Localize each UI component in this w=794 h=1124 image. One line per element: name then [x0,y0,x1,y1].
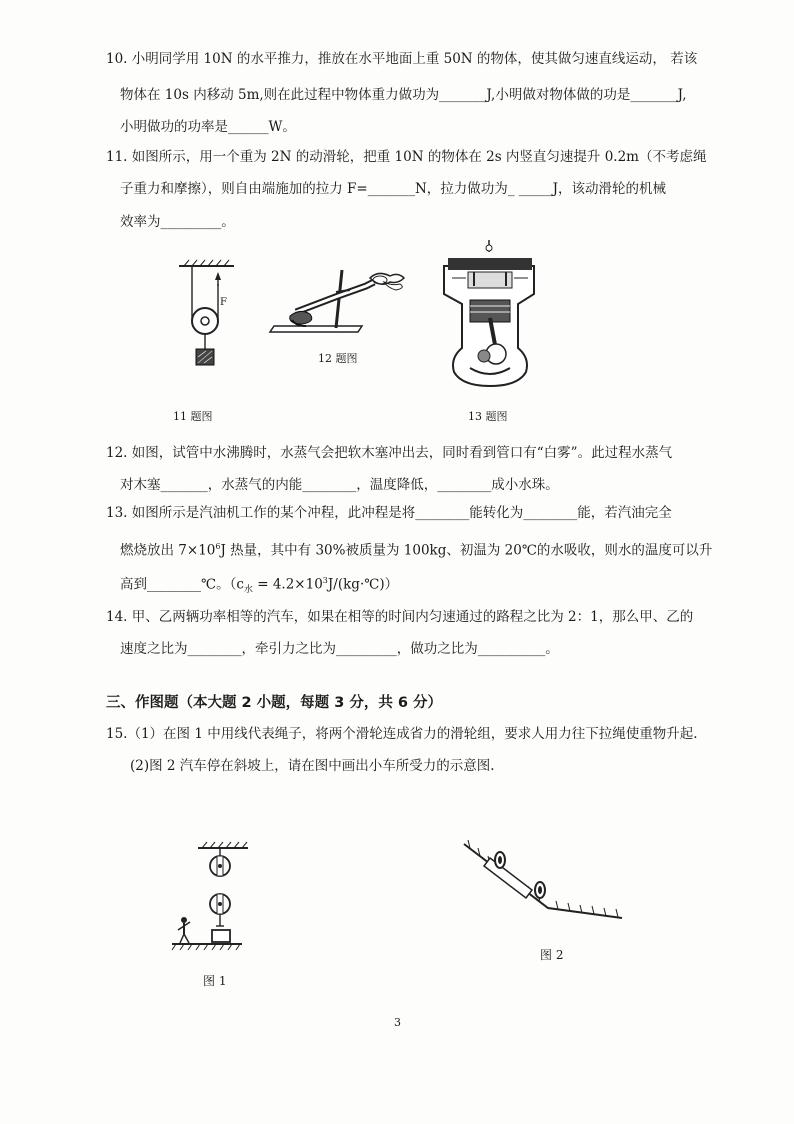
fig13-caption: 13 题图 [468,410,508,423]
figure-12-test-tube [266,262,416,342]
q13-line1: 13. 如图所示是汽油机工作的某个冲程，此冲程是将________能转化为________能，若汽油完全 [106,505,672,521]
fig11-caption: 11 题图 [173,410,213,423]
q13-line3-c: J/(kg·℃)） [327,576,399,593]
q10-line1: 10. 小明同学用 10N 的水平推力，推放在水平地面上重 50N 的物体，使其做匀速直线运动， 若该 [106,51,698,67]
q13-line2 [120,538,712,560]
figure-11-pulley [176,258,246,373]
figure-1-pulley-system [172,838,252,963]
q10-line2: 物体在 10s 内移动 5m,则在此过程中物体重力做功为_______J,小明做对物体做的功是_______J, [120,87,687,103]
section-3-title: 三、作图题（本大题 2 小题，每题 3 分，共 6 分） [106,695,443,711]
q14-line1: 14. 甲、乙两辆功率相等的汽车，如果在相等的时间内匀速通过的路程之比为 2：1，那么甲、乙的 [106,609,694,625]
figure-2-car-on-slope [462,836,627,926]
q10-line3: 小明做功的功率是______W。 [120,119,296,135]
q13-line3-sub: 水 [243,585,253,596]
q14-line2: 速度之比为________，牵引力之比为_________，做功之比为__________。 [120,641,559,657]
q13-line2-b: J 热量，其中有 30%被质量为 100kg、初温为 20℃的水吸收，则水的温度可以升 [220,542,713,559]
q11-line3: 效率为_________。 [120,214,235,230]
q13-line2-a: 燃烧放出 7×10 [120,542,216,559]
q13-line3-a: 高到________℃。（c [120,576,244,593]
q12-line2: 对木塞_______，水蒸气的内能________，温度降低，________成小水珠。 [120,477,559,493]
q11-line2: 子重力和摩擦），则自由端施加的拉力 F=_______N，拉力做功为_ _____J，该动滑轮的机械 [120,181,666,197]
page-number: 3 [394,1016,401,1029]
q13-line3 [120,572,398,599]
fig11-force-label: F [220,297,227,308]
fig12-caption: 12 题图 [318,352,358,365]
q15-line1: 15.（1）在图 1 中用线代表绳子，将两个滑轮连成省力的滑轮组，要求人用力往下拉绳使重物升起. [106,726,698,742]
q13-line2-sup: 6 [215,542,221,551]
q15-line2: (2)图 2 汽车停在斜坡上，请在图中画出小车所受力的示意图. [130,758,495,774]
q11-line1: 11. 如图所示，用一个重为 2N 的动滑轮，把重 10N 的物体在 2s 内竖直匀速提升 0.2m（不考虑绳 [106,149,707,165]
fig2-caption: 图 2 [540,948,564,962]
q13-line3-sup: 3 [322,576,328,585]
q13-line3-b: = 4.2×10 [252,576,323,593]
figure-13-engine [440,238,540,388]
q12-line1: 12. 如图，试管中水沸腾时，水蒸气会把软木塞冲出去，同时看到管口有“白雾”。此过程水蒸气 [106,445,673,461]
fig1-caption: 图 1 [203,974,227,988]
